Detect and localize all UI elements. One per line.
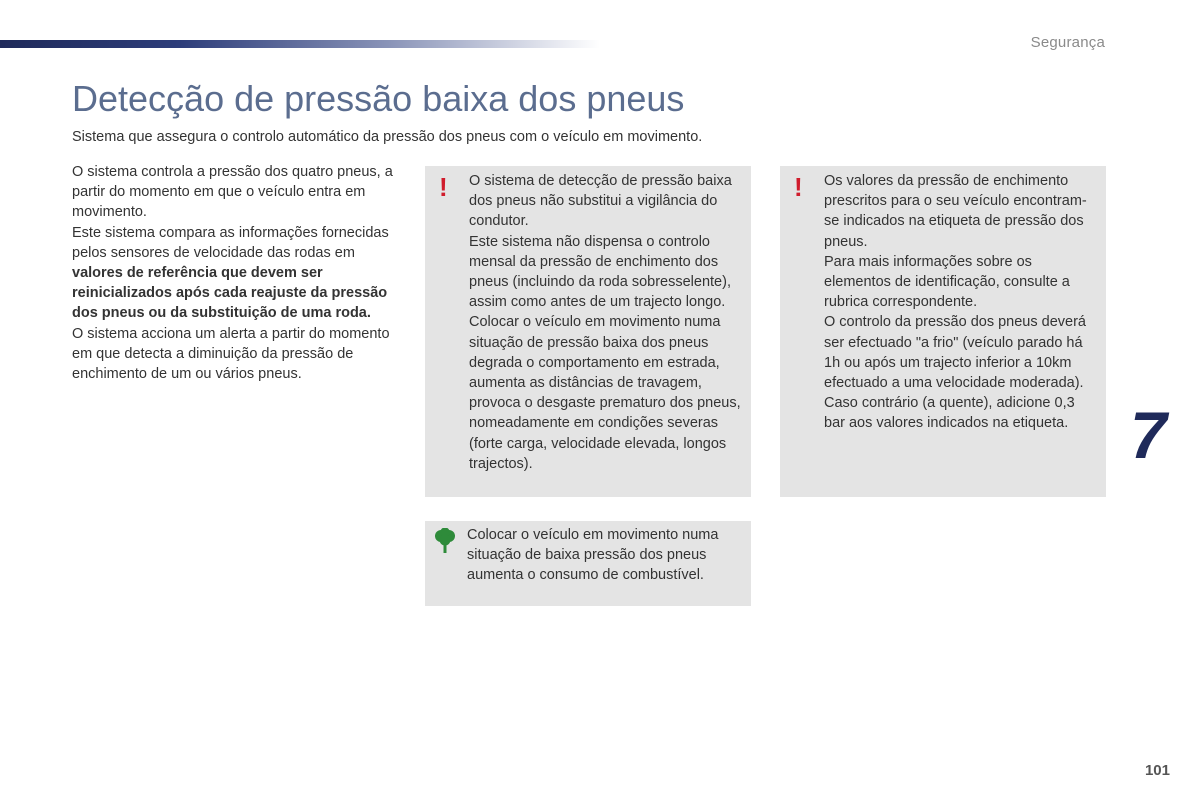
page-subtitle: Sistema que assegura o controlo automático da pressão dos pneus com o veículo em movimento. xyxy=(72,129,703,145)
warning-exclamation-icon: ! xyxy=(439,172,448,202)
body-paragraph-2-text: Este sistema compara as informações fornecidas pelos sensores de velocidade das rodas em xyxy=(72,224,389,261)
page-number: 101 xyxy=(1144,762,1170,779)
warning-box-2 xyxy=(780,166,1106,497)
header-gradient-bar xyxy=(0,40,600,48)
warning-box-1-text xyxy=(469,171,744,474)
warning-box-2-paragraph-2: Para mais informações sobre os elementos de identificação, consulte a rubrica correspondente. xyxy=(824,253,1070,311)
warning-box-2-text xyxy=(824,171,1099,434)
warning-box-2-paragraph-1: Os valores da pressão de enchimento prescritos para o seu veículo encontram-se indicados na etiqueta de pressão dos pneus. xyxy=(824,173,1087,250)
eco-tree-icon xyxy=(434,528,456,554)
warning-box-1-paragraph-2: Este sistema não dispensa o controlo mensal da pressão de enchimento dos pneus (incluindo da roda sobresselente), assim como antes de um trajecto longo. xyxy=(469,233,731,311)
warning-exclamation-icon: ! xyxy=(794,172,803,202)
warning-box-1-paragraph-1: O sistema de detecção de pressão baixa dos pneus não substitui a vigilância do condutor. xyxy=(469,173,732,230)
body-text xyxy=(72,162,407,384)
eco-tip-box xyxy=(425,521,751,606)
body-paragraph-2 xyxy=(72,223,407,324)
warning-box-2-paragraph-3: O controlo da pressão dos pneus deverá ser efectuado "a frio" (veículo parado há 1h ou após um trajecto inferior a 10km efectuado a uma velocidade moderada). xyxy=(824,314,1086,392)
body-paragraph-2-bold: valores de referência que devem ser reinicializados após cada reajuste da pressão dos pneus ou da substituição de uma roda. xyxy=(72,265,388,322)
page-title: Detecção de pressão baixa dos pneus xyxy=(72,78,685,119)
chapter-number: 7 xyxy=(1130,398,1167,472)
warning-box-1 xyxy=(425,166,751,497)
body-paragraph-3: O sistema acciona um alerta a partir do momento em que detecta a diminuição da pressão de enchimento de um ou vários pneus. xyxy=(72,325,390,383)
eco-tip-text xyxy=(467,525,742,586)
warning-box-1-paragraph-3: Colocar o veículo em movimento numa situação de pressão baixa dos pneus degrada o comportamento em estrada, aumenta as distâncias de travagem, provoca o desgaste prematuro dos pneus, nomeadamente em condições severas (forte carga, velocidade elevada, longos trajectos). xyxy=(469,314,741,472)
warning-box-2-paragraph-4: Caso contrário (a quente), adicione 0,3 bar aos valores indicados na etiqueta. xyxy=(824,395,1075,432)
eco-tip-paragraph: Colocar o veículo em movimento numa situação de baixa pressão dos pneus aumenta o consumo de combustível. xyxy=(467,527,719,584)
section-name: Segurança xyxy=(1030,34,1105,51)
body-paragraph-1: O sistema controla a pressão dos quatro pneus, a partir do momento em que o veículo entra em movimento. xyxy=(72,164,393,221)
